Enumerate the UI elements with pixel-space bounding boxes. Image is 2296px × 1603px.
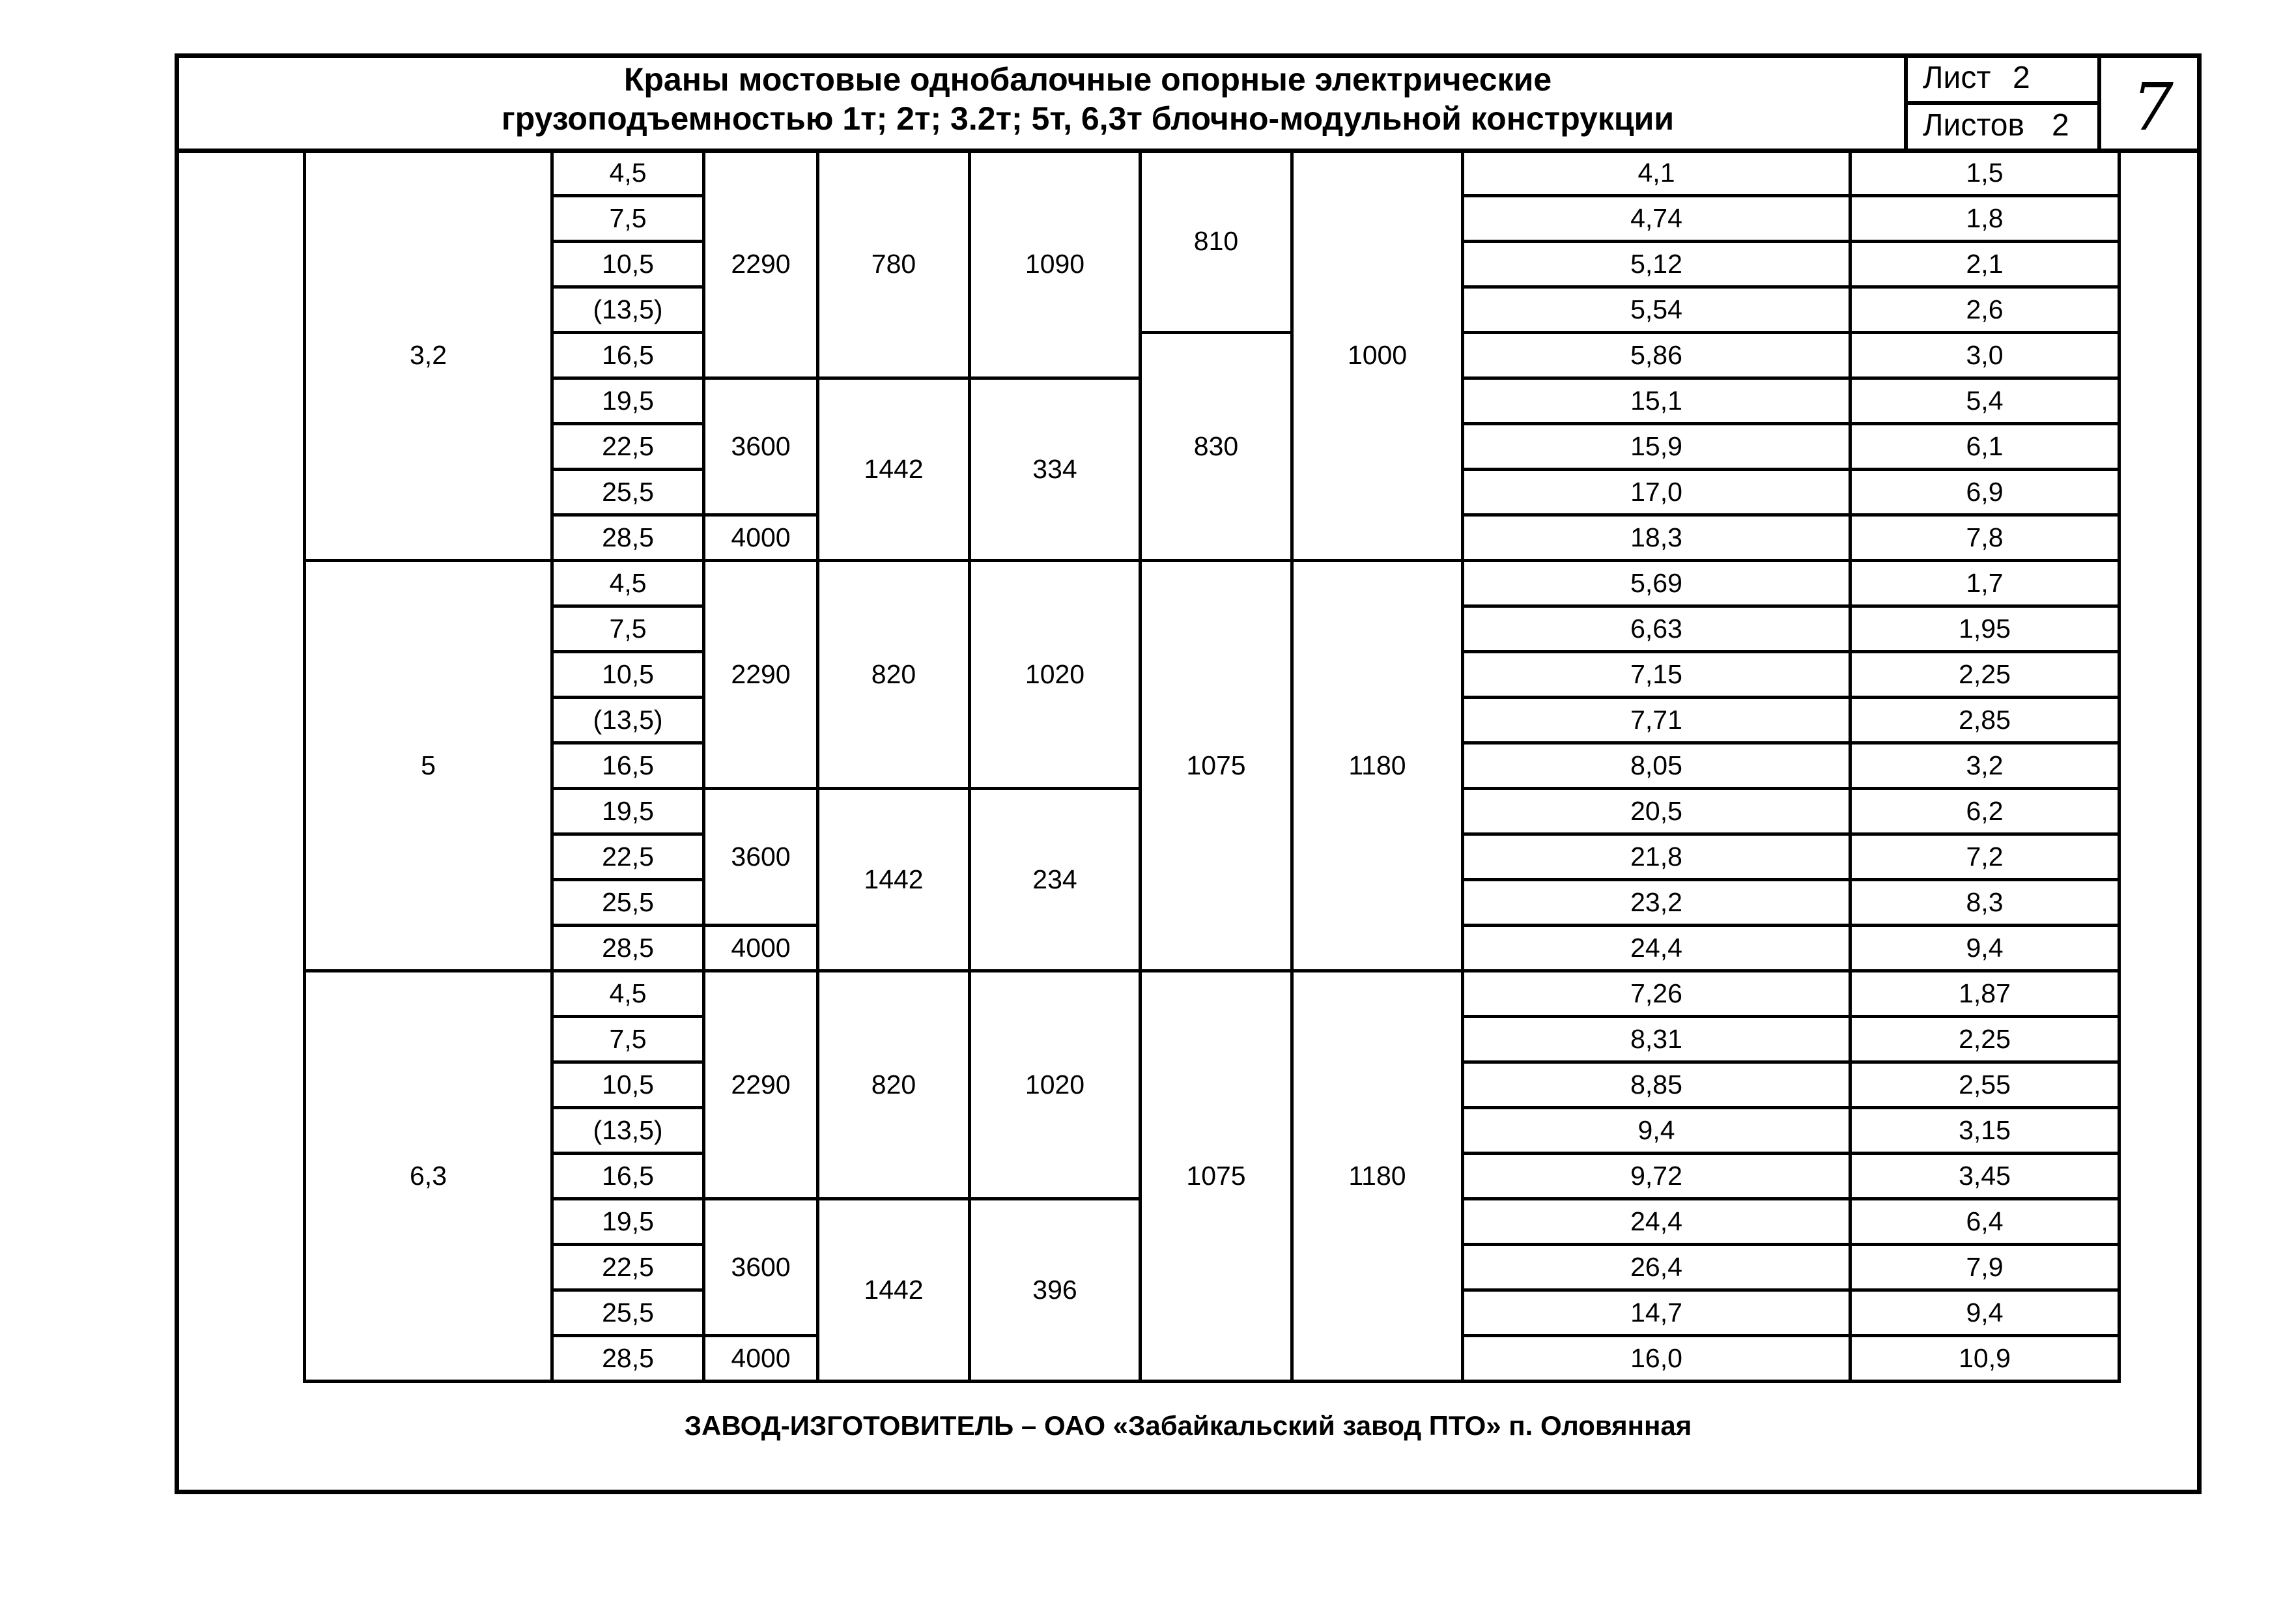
mass-cell: 16,0 — [1463, 1336, 1850, 1382]
manufacturer-footer: ЗАВОД-ИЗГОТОВИТЕЛЬ – ОАО «Забайкальский завод ПТО» п. Оловянная — [684, 1410, 1692, 1441]
load-cell: 7,2 — [1850, 834, 2119, 880]
crane-spec-table-body — [305, 150, 2119, 1382]
mass-cell: 9,4 — [1463, 1108, 1850, 1154]
span-cell: 10,5 — [552, 1062, 704, 1108]
dimension-cell: 1000 — [1292, 150, 1463, 561]
span-cell: 28,5 — [552, 515, 704, 561]
base-cell: 4000 — [704, 926, 818, 971]
mass-cell: 9,72 — [1463, 1154, 1850, 1199]
title-line-2: грузоподъемностью 1т; 2т; 3.2т; 5т, 6,3т блочно-модульной конструкции — [501, 100, 1675, 137]
span-cell: (13,5) — [552, 698, 704, 743]
mass-cell: 20,5 — [1463, 789, 1850, 834]
span-cell: 7,5 — [552, 606, 704, 652]
load-cell: 8,3 — [1850, 880, 2119, 926]
mass-cell: 8,85 — [1463, 1062, 1850, 1108]
span-cell: 19,5 — [552, 789, 704, 834]
span-cell: (13,5) — [552, 287, 704, 333]
sheet-label: Лист — [1923, 61, 1991, 95]
mass-cell: 26,4 — [1463, 1245, 1850, 1290]
load-cell: 1,7 — [1850, 561, 2119, 606]
load-cell: 7,9 — [1850, 1245, 2119, 1290]
span-cell: 25,5 — [552, 880, 704, 926]
dimension-cell: 1020 — [970, 561, 1141, 789]
span-cell: 22,5 — [552, 834, 704, 880]
mass-cell: 7,26 — [1463, 971, 1850, 1017]
load-cell: 2,6 — [1850, 287, 2119, 333]
dimension-cell: 810 — [1141, 150, 1292, 333]
load-cell: 10,9 — [1850, 1336, 2119, 1382]
dimension-cell: 830 — [1141, 333, 1292, 561]
span-cell: 28,5 — [552, 1336, 704, 1382]
sheet-number: 2 — [2013, 61, 2030, 95]
dimension-cell: 1442 — [818, 789, 970, 971]
load-cell: 3,15 — [1850, 1108, 2119, 1154]
load-cell: 9,4 — [1850, 926, 2119, 971]
load-cell: 2,1 — [1850, 242, 2119, 287]
span-cell: 28,5 — [552, 926, 704, 971]
mass-cell: 18,3 — [1463, 515, 1850, 561]
dimension-cell: 1180 — [1292, 971, 1463, 1382]
dimension-cell: 1075 — [1141, 561, 1292, 971]
load-cell: 3,2 — [1850, 743, 2119, 789]
mass-cell: 17,0 — [1463, 470, 1850, 515]
mass-cell: 5,54 — [1463, 287, 1850, 333]
mass-cell: 15,1 — [1463, 378, 1850, 424]
span-cell: 22,5 — [552, 1245, 704, 1290]
mass-cell: 5,86 — [1463, 333, 1850, 378]
mass-cell: 15,9 — [1463, 424, 1850, 470]
load-cell: 9,4 — [1850, 1290, 2119, 1336]
dimension-cell: 334 — [970, 378, 1141, 561]
mass-cell: 4,1 — [1463, 150, 1850, 196]
span-cell: 7,5 — [552, 196, 704, 242]
mass-cell: 24,4 — [1463, 1199, 1850, 1245]
mass-cell: 8,05 — [1463, 743, 1850, 789]
mass-cell: 5,69 — [1463, 561, 1850, 606]
span-cell: 19,5 — [552, 378, 704, 424]
span-cell: 10,5 — [552, 242, 704, 287]
table-row — [305, 150, 2119, 196]
span-cell: 16,5 — [552, 743, 704, 789]
load-cell: 2,25 — [1850, 652, 2119, 698]
dimension-cell: 1442 — [818, 1199, 970, 1382]
base-cell: 4000 — [704, 515, 818, 561]
title-line-1: Краны мостовые однобалочные опорные электрические — [623, 61, 1552, 98]
base-cell: 3600 — [704, 378, 818, 515]
base-cell: 4000 — [704, 1336, 818, 1382]
dimension-cell: 396 — [970, 1199, 1141, 1382]
table-row — [305, 561, 2119, 606]
load-cell: 5,4 — [1850, 378, 2119, 424]
base-cell: 3600 — [704, 1199, 818, 1336]
capacity-cell: 6,3 — [305, 971, 552, 1382]
load-cell: 6,9 — [1850, 470, 2119, 515]
span-cell: (13,5) — [552, 1108, 704, 1154]
dimension-cell: 234 — [970, 789, 1141, 971]
span-cell: 16,5 — [552, 1154, 704, 1199]
dimension-cell: 1180 — [1292, 561, 1463, 971]
handwritten-page-mark: 7 — [2132, 69, 2174, 145]
base-cell: 3600 — [704, 789, 818, 926]
load-cell: 3,0 — [1850, 333, 2119, 378]
base-cell: 2290 — [704, 561, 818, 789]
capacity-cell: 3,2 — [305, 150, 552, 561]
load-cell: 2,85 — [1850, 698, 2119, 743]
load-cell: 1,95 — [1850, 606, 2119, 652]
dimension-cell: 1442 — [818, 378, 970, 561]
load-cell: 6,4 — [1850, 1199, 2119, 1245]
crane-spec-table — [303, 149, 2121, 1383]
mass-cell: 8,31 — [1463, 1017, 1850, 1062]
load-cell: 1,5 — [1850, 150, 2119, 196]
span-cell: 16,5 — [552, 333, 704, 378]
document-title — [274, 60, 1902, 138]
table-row — [305, 971, 2119, 1017]
mass-cell: 4,74 — [1463, 196, 1850, 242]
load-cell: 6,2 — [1850, 789, 2119, 834]
capacity-cell: 5 — [305, 561, 552, 971]
sheets-total-cell — [1908, 103, 2097, 149]
dimension-cell: 820 — [818, 561, 970, 789]
mass-cell: 14,7 — [1463, 1290, 1850, 1336]
dimension-cell: 780 — [818, 150, 970, 378]
base-cell: 2290 — [704, 150, 818, 378]
span-cell: 4,5 — [552, 150, 704, 196]
dimension-cell: 1090 — [970, 150, 1141, 378]
mass-cell: 7,15 — [1463, 652, 1850, 698]
mass-cell: 6,63 — [1463, 606, 1850, 652]
span-cell: 4,5 — [552, 561, 704, 606]
sheets-total-number: 2 — [2052, 108, 2069, 143]
span-cell: 4,5 — [552, 971, 704, 1017]
mass-cell: 21,8 — [1463, 834, 1850, 880]
dimension-cell: 820 — [818, 971, 970, 1199]
span-cell: 25,5 — [552, 470, 704, 515]
sheets-total-label: Листов — [1923, 108, 2024, 143]
mass-cell: 23,2 — [1463, 880, 1850, 926]
dimension-cell: 1020 — [970, 971, 1141, 1199]
load-cell: 6,1 — [1850, 424, 2119, 470]
span-cell: 19,5 — [552, 1199, 704, 1245]
span-cell: 22,5 — [552, 424, 704, 470]
mass-cell: 5,12 — [1463, 242, 1850, 287]
load-cell: 1,87 — [1850, 971, 2119, 1017]
load-cell: 7,8 — [1850, 515, 2119, 561]
sheet-number-cell — [1908, 55, 2097, 101]
load-cell: 1,8 — [1850, 196, 2119, 242]
mass-cell: 24,4 — [1463, 926, 1850, 971]
mass-cell: 7,71 — [1463, 698, 1850, 743]
span-cell: 25,5 — [552, 1290, 704, 1336]
load-cell: 2,55 — [1850, 1062, 2119, 1108]
load-cell: 2,25 — [1850, 1017, 2119, 1062]
table-row — [305, 333, 2119, 378]
span-cell: 10,5 — [552, 652, 704, 698]
dimension-cell: 1075 — [1141, 971, 1292, 1382]
load-cell: 3,45 — [1850, 1154, 2119, 1199]
span-cell: 7,5 — [552, 1017, 704, 1062]
base-cell: 2290 — [704, 971, 818, 1199]
